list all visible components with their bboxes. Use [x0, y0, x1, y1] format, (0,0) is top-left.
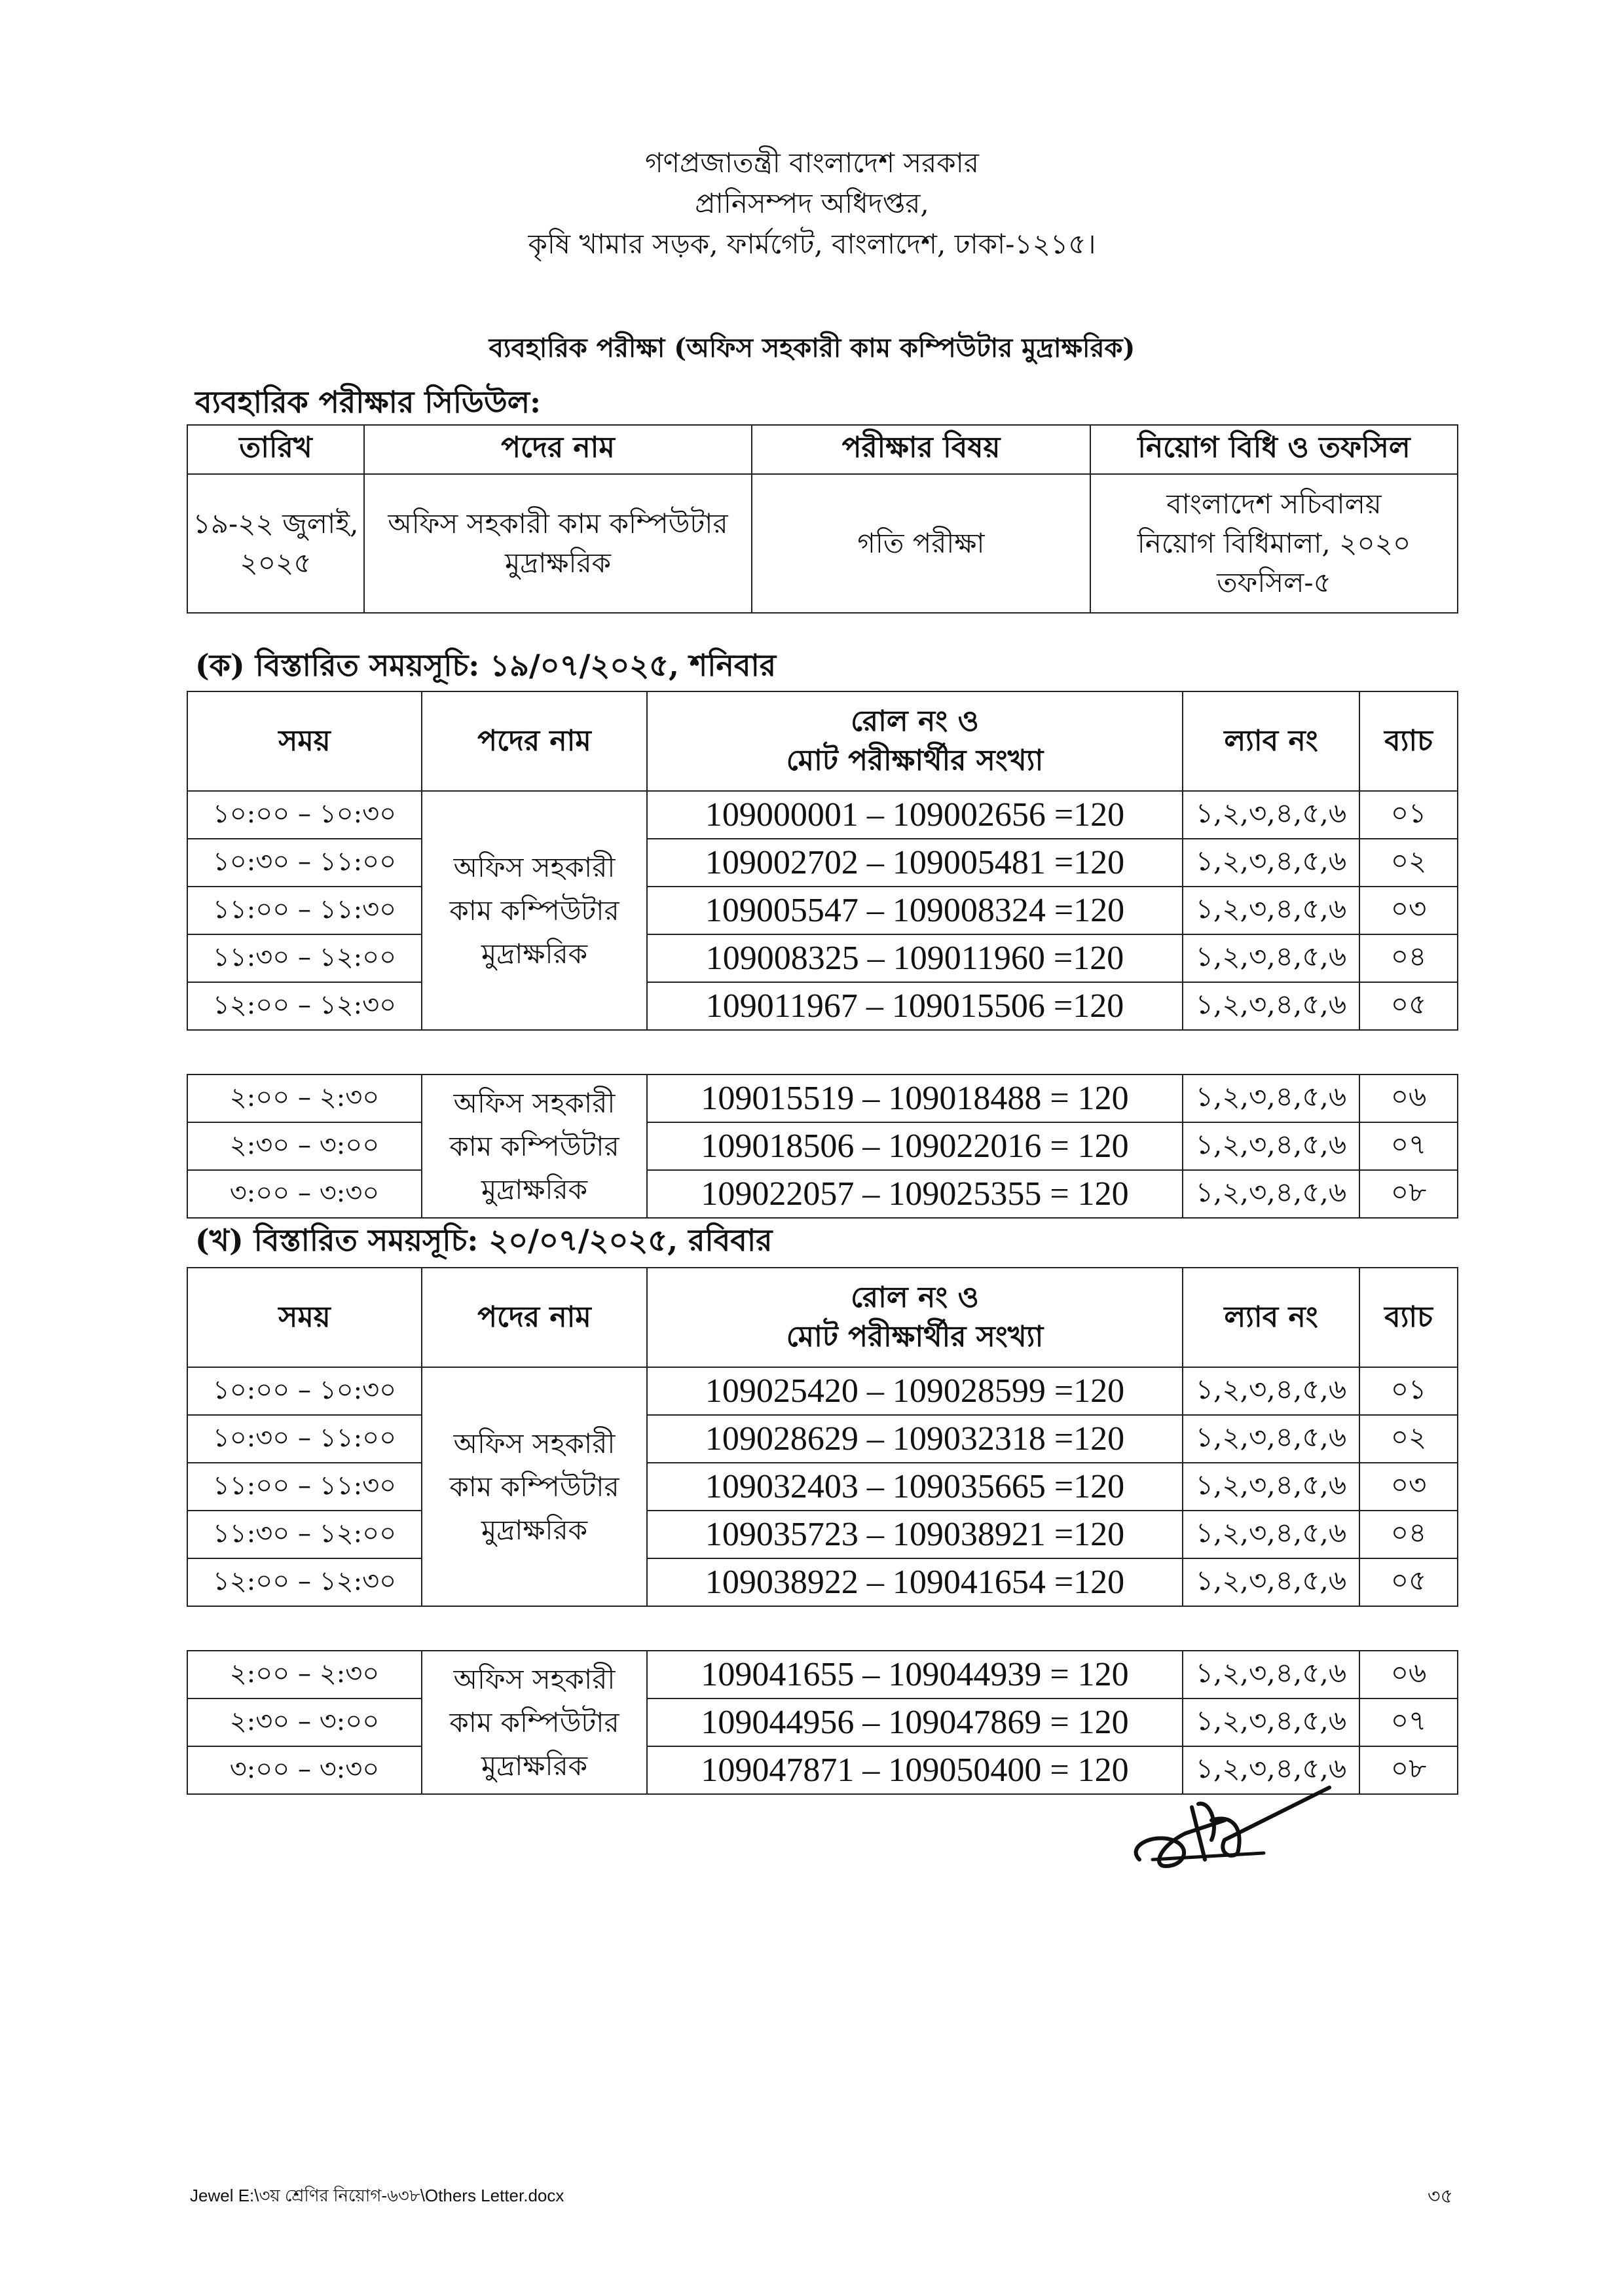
time-slot: ২:০০ – ২:৩০: [187, 1074, 422, 1122]
batch-number: ০৪: [1359, 934, 1458, 982]
exam-date: ১৯-২২ জুলাই, ২০২৫: [187, 474, 364, 613]
lab-numbers: ১,২,৩,৪,৫,৬: [1183, 1367, 1359, 1415]
exam-type: গতি পরীক্ষা: [752, 474, 1090, 613]
post-name: অফিস সহকারী কাম কম্পিউটার মুদ্রাক্ষরিক: [422, 1367, 647, 1606]
post-name: অফিস সহকারী কাম কম্পিউটার মুদ্রাক্ষরিক: [422, 1074, 647, 1218]
time-slot: ১০:০০ – ১০:৩০: [187, 1367, 422, 1415]
batch-number: ০৬: [1359, 1651, 1458, 1698]
schedule-heading: ব্যবহারিক পরীক্ষার সিডিউল:: [195, 384, 541, 420]
table-row: [187, 1367, 1458, 1415]
day1-schedule-table: [187, 691, 1458, 1219]
roll-range: 109015519 – 109018488 = 120: [647, 1074, 1183, 1122]
lab-numbers: ১,২,৩,৪,৫,৬: [1183, 1651, 1359, 1698]
lab-numbers: ১,২,৩,৪,৫,৬: [1183, 1746, 1359, 1794]
break-row: [187, 1030, 1458, 1074]
time-slot: ১১:৩০ – ১২:০০: [187, 1511, 422, 1558]
roll-range: 109044956 – 109047869 = 120: [647, 1698, 1183, 1746]
roll-range: 109018506 – 109022016 = 120: [647, 1122, 1183, 1170]
header-lab: ল্যাব নং: [1183, 691, 1359, 791]
time-slot: ৩:০০ – ৩:৩০: [187, 1170, 422, 1218]
table-row: [187, 982, 1458, 1030]
time-slot: ৩:০০ – ৩:৩০: [187, 1746, 422, 1794]
table-row: [187, 934, 1458, 982]
roll-range: 109032403 – 109035665 =120: [647, 1463, 1183, 1511]
day1-heading: (ক) বিস্তারিত সময়সূচি: ১৯/০৭/২০২৫, শনিবার: [195, 648, 777, 683]
post-name: অফিস সহকারী কাম কম্পিউটার মুদ্রাক্ষরিক: [422, 1651, 647, 1794]
table-row: [187, 1122, 1458, 1170]
header-roll: রোল নং ও মোট পরীক্ষার্থীর সংখ্যা: [647, 691, 1183, 791]
file-path: Jewel E:\৩য় শ্রেণির নিয়োগ-৬৩৮\Others Letter.docx: [190, 2186, 564, 2205]
table-row: [187, 791, 1458, 839]
exam-subject-title: ব্যবহারিক পরীক্ষা (অফিস সহকারী কাম কম্পিউটার মুদ্রাক্ষরিক): [489, 333, 1135, 363]
batch-number: ০৬: [1359, 1074, 1458, 1122]
roll-range: 109002702 – 109005481 =120: [647, 839, 1183, 887]
signature: [1113, 1761, 1349, 1879]
header-post: পদের নাম: [364, 425, 752, 474]
header-time: সময়: [187, 1268, 422, 1367]
header-post: পদের নাম: [422, 691, 647, 791]
roll-range: 109038922 – 109041654 =120: [647, 1558, 1183, 1606]
roll-range: 109005547 – 109008324 =120: [647, 887, 1183, 934]
batch-number: ০১: [1359, 1367, 1458, 1415]
lab-numbers: ১,২,৩,৪,৫,৬: [1183, 887, 1359, 934]
table-row: [187, 1074, 1458, 1122]
office-address: কৃষি খামার সড়ক, ফার্মগেট, বাংলাদেশ, ঢাকা-১২১৫।: [528, 228, 1096, 260]
post-name: অফিস সহকারী কাম কম্পিউটার মুদ্রাক্ষরিক: [422, 791, 647, 1030]
roll-range: 109011967 – 109015506 =120: [647, 982, 1183, 1030]
batch-number: ০২: [1359, 1415, 1458, 1463]
header-batch: ব্যাচ: [1359, 691, 1458, 791]
batch-number: ০৩: [1359, 887, 1458, 934]
batch-number: ০১: [1359, 791, 1458, 839]
batch-number: ০৩: [1359, 1463, 1458, 1511]
batch-number: ০৭: [1359, 1698, 1458, 1746]
lab-numbers: ১,২,৩,৪,৫,৬: [1183, 934, 1359, 982]
table-row: [187, 839, 1458, 887]
roll-range: 109025420 – 109028599 =120: [647, 1367, 1183, 1415]
header-exam-subject: পরীক্ষার বিষয়: [752, 425, 1090, 474]
batch-number: ০৫: [1359, 1558, 1458, 1606]
day2-schedule-table: [187, 1267, 1458, 1795]
time-slot: ১১:০০ – ১১:৩০: [187, 887, 422, 934]
day2-heading: (খ) বিস্তারিত সময়সূচি: ২০/০৭/২০২৫, রবিবার: [195, 1222, 773, 1258]
time-slot: ১০:৩০ – ১১:০০: [187, 839, 422, 887]
header-roll: রোল নং ও মোট পরীক্ষার্থীর সংখ্যা: [647, 1268, 1183, 1367]
header-lab: ল্যাব নং: [1183, 1268, 1359, 1367]
roll-range: 109008325 – 109011960 =120: [647, 934, 1183, 982]
table-header-row: [187, 425, 1458, 474]
time-slot: ২:৩০ – ৩:০০: [187, 1122, 422, 1170]
table-header-row: [187, 1268, 1458, 1367]
post-name: অফিস সহকারী কাম কম্পিউটার মুদ্রাক্ষরিক: [364, 474, 752, 613]
time-slot: ২:০০ – ২:৩০: [187, 1651, 422, 1698]
table-header-row: [187, 691, 1458, 791]
roll-range: 109047871 – 109050400 = 120: [647, 1746, 1183, 1794]
schedule-summary-table: [187, 424, 1458, 614]
time-slot: ১২:০০ – ১২:৩০: [187, 982, 422, 1030]
batch-number: ০৪: [1359, 1511, 1458, 1558]
recruitment-rule: বাংলাদেশ সচিবালয় নিয়োগ বিধিমালা, ২০২০ তফসিল-৫: [1090, 474, 1458, 613]
time-slot: ২:৩০ – ৩:০০: [187, 1698, 422, 1746]
page-number: ৩৫: [1428, 2185, 1453, 2208]
time-slot: ১১:৩০ – ১২:০০: [187, 934, 422, 982]
time-slot: ১০:৩০ – ১১:০০: [187, 1415, 422, 1463]
table-row: [187, 1698, 1458, 1746]
lab-numbers: ১,২,৩,৪,৫,৬: [1183, 1170, 1359, 1218]
header-time: সময়: [187, 691, 422, 791]
letterhead: [0, 143, 1624, 265]
lab-numbers: ১,২,৩,৪,৫,৬: [1183, 1074, 1359, 1122]
table-row: [187, 1170, 1458, 1218]
table-row: [187, 1558, 1458, 1606]
batch-number: ০২: [1359, 839, 1458, 887]
roll-range: 109041655 – 109044939 = 120: [647, 1651, 1183, 1698]
batch-number: ০৮: [1359, 1746, 1458, 1794]
table-row: [187, 1511, 1458, 1558]
header-post: পদের নাম: [422, 1268, 647, 1367]
lab-numbers: ১,২,৩,৪,৫,৬: [1183, 1415, 1359, 1463]
time-slot: ১০:০০ – ১০:৩০: [187, 791, 422, 839]
break-row: [187, 1606, 1458, 1651]
table-row: [187, 474, 1458, 613]
lab-numbers: ১,২,৩,৪,৫,৬: [1183, 1122, 1359, 1170]
batch-number: ০৫: [1359, 982, 1458, 1030]
lab-numbers: ১,২,৩,৪,৫,৬: [1183, 839, 1359, 887]
table-row: [187, 887, 1458, 934]
header-batch: ব্যাচ: [1359, 1268, 1458, 1367]
government-name: গণপ্রজাতন্ত্রী বাংলাদেশ সরকার: [645, 147, 979, 179]
batch-number: ০৭: [1359, 1122, 1458, 1170]
table-row: [187, 1415, 1458, 1463]
header-recruitment-rule: নিয়োগ বিধি ও তফসিল: [1090, 425, 1458, 474]
table-row: [187, 1463, 1458, 1511]
department-name: প্রানিসম্পদ অধিদপ্তর,: [695, 187, 929, 219]
header-date: তারিখ: [187, 425, 364, 474]
time-slot: ১১:০০ – ১১:৩০: [187, 1463, 422, 1511]
batch-number: ০৮: [1359, 1170, 1458, 1218]
lab-numbers: ১,২,৩,৪,৫,৬: [1183, 791, 1359, 839]
table-row: [187, 1651, 1458, 1698]
roll-range: 109028629 – 109032318 =120: [647, 1415, 1183, 1463]
lab-numbers: ১,২,৩,৪,৫,৬: [1183, 982, 1359, 1030]
roll-range: 109000001 – 109002656 =120: [647, 791, 1183, 839]
roll-range: 109022057 – 109025355 = 120: [647, 1170, 1183, 1218]
lab-numbers: ১,২,৩,৪,৫,৬: [1183, 1463, 1359, 1511]
lab-numbers: ১,২,৩,৪,৫,৬: [1183, 1511, 1359, 1558]
lab-numbers: ১,২,৩,৪,৫,৬: [1183, 1558, 1359, 1606]
lab-numbers: ১,২,৩,৪,৫,৬: [1183, 1698, 1359, 1746]
roll-range: 109035723 – 109038921 =120: [647, 1511, 1183, 1558]
time-slot: ১২:০০ – ১২:৩০: [187, 1558, 422, 1606]
